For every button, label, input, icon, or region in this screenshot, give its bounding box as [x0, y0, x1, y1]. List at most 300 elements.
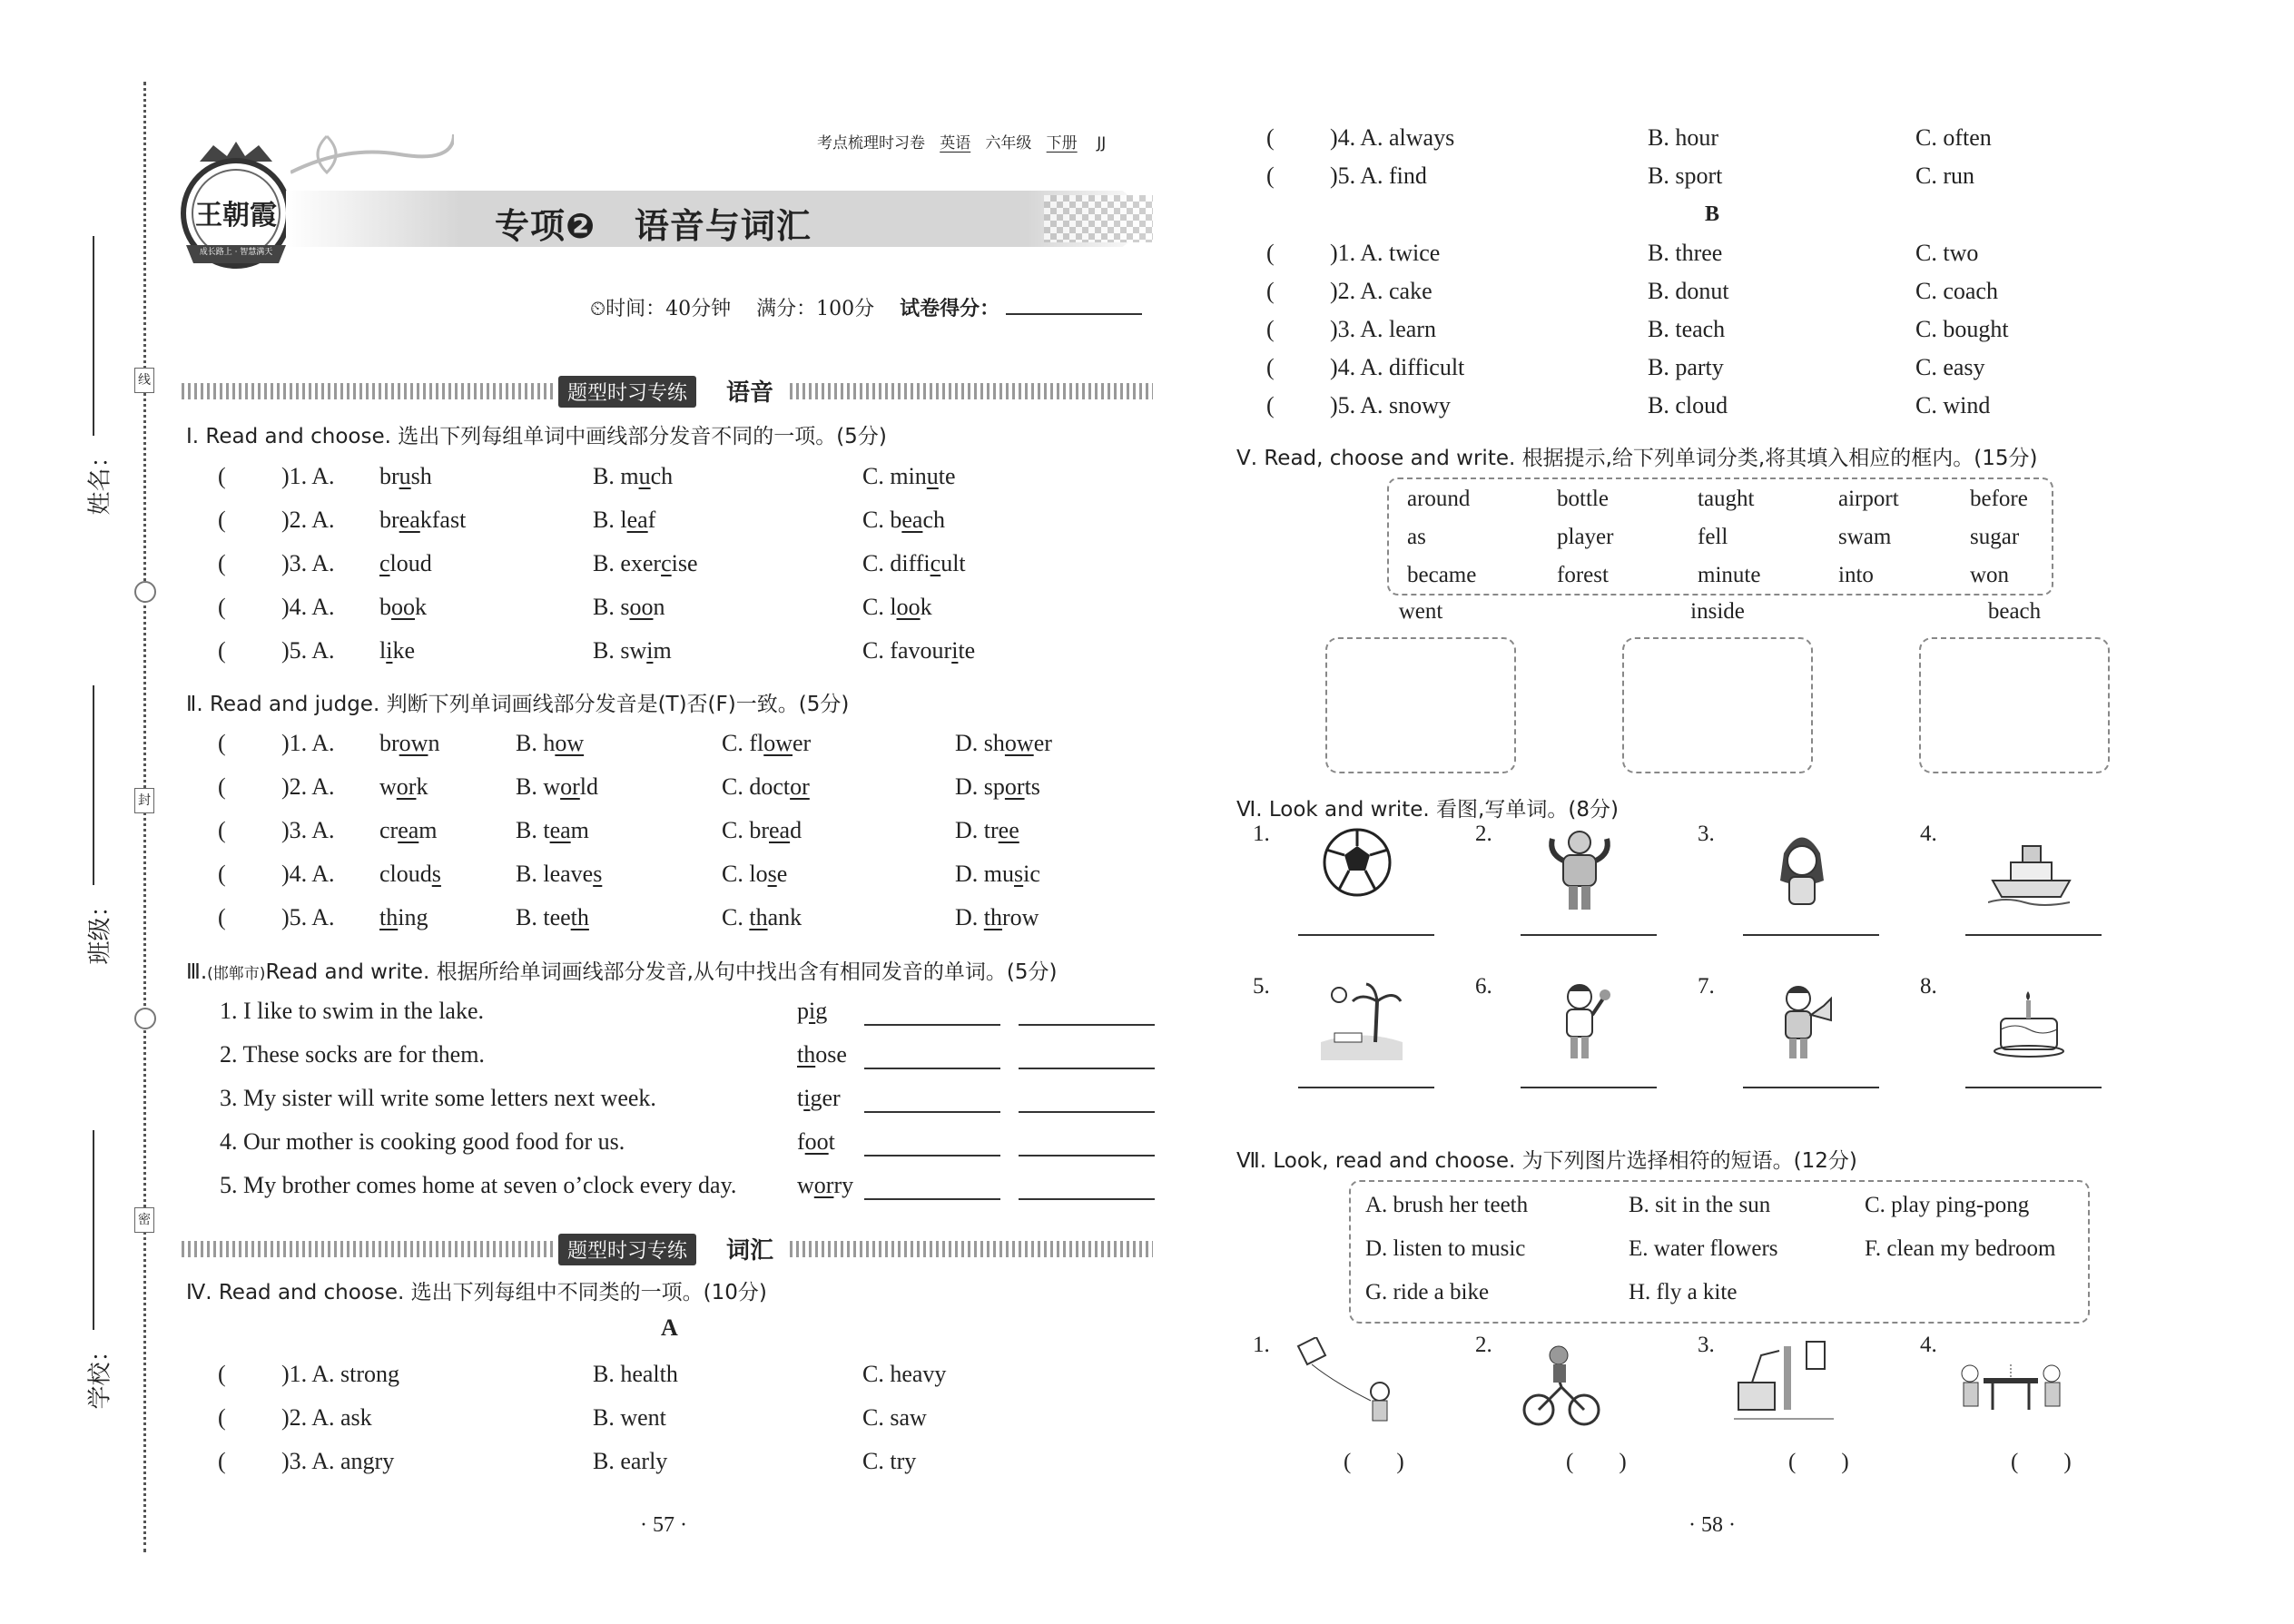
- q2-option-c: [722, 809, 802, 852]
- q7-answer-blank[interactable]: ( ): [1566, 1450, 1627, 1474]
- q6-answer-line[interactable]: [1965, 932, 2102, 936]
- q2-option-d: [955, 896, 1039, 940]
- q2-row: [218, 896, 1162, 940]
- q2-option-b-part: h: [543, 730, 556, 756]
- answer-line-1[interactable]: [864, 1131, 1000, 1156]
- q4-option-a: )1. A. twice: [1330, 240, 1441, 266]
- page-number-left: · 57 ·: [640, 1513, 687, 1537]
- term-label: 下册: [1046, 134, 1078, 153]
- score-input[interactable]: [1006, 295, 1142, 315]
- q4-option-c: C. coach: [1915, 278, 1998, 304]
- q1-option-a-part: l: [379, 637, 387, 664]
- phrase-option: F. clean my bedroom: [1865, 1236, 2056, 1261]
- option-letter: C.: [722, 773, 750, 800]
- q1-option-b-part: m: [620, 463, 639, 489]
- answer-line-1[interactable]: [864, 1000, 1000, 1026]
- q2-option-d: [955, 722, 1052, 765]
- q7-answer-blank[interactable]: ( ): [1788, 1450, 1849, 1474]
- q2-option-d-part: th: [983, 904, 1003, 930]
- q1-option-b-part: i: [646, 637, 654, 664]
- q3-row: [218, 1033, 1162, 1077]
- answer-blank[interactable]: (: [1266, 124, 1275, 151]
- q3-sentence: 2. These socks are for them.: [220, 1041, 485, 1068]
- q1-option-a-part: kfast: [419, 507, 467, 533]
- q1-option-a-part: br: [379, 463, 399, 489]
- answer-blank[interactable]: (: [218, 594, 226, 620]
- q4-title: Ⅳ. Read and choose. 选出下列每组中不同类的一项。(10分): [186, 1281, 767, 1304]
- phrase-bank: [1349, 1180, 2090, 1324]
- phrase-option: D. listen to music: [1365, 1236, 1526, 1261]
- school-field[interactable]: [80, 1130, 114, 1410]
- answer-blank[interactable]: (: [1266, 354, 1275, 380]
- q3-keyword-part: ose: [815, 1041, 847, 1068]
- q2-option-b-part: ea: [549, 817, 571, 843]
- q4-row: [1266, 387, 2174, 425]
- q1-row: [218, 455, 1162, 498]
- word-bank-item: player: [1557, 525, 1614, 549]
- q2-option-c-part: br: [749, 817, 770, 843]
- word-bank-item: became: [1407, 563, 1477, 587]
- q6-picture-7: [1766, 979, 1852, 1069]
- q2-option-b-part: leave: [543, 861, 594, 887]
- q3-title-text: Read and write. 根据所给单词画线部分发音,从句中找出含有相同发音的单词。(5分): [265, 960, 1058, 984]
- q2-option-a: [379, 852, 441, 896]
- q3-keyword-part: t: [828, 1128, 835, 1155]
- option-letter: B.: [593, 463, 621, 489]
- option-letter: C.: [722, 817, 750, 843]
- logo: [177, 136, 295, 272]
- q4-option-b: B. three: [1648, 240, 1723, 266]
- option-letter: B.: [516, 817, 544, 843]
- q2-option-a-part: w: [379, 773, 397, 800]
- q1-row: [218, 498, 1162, 542]
- q2-option-b-part: th: [570, 904, 589, 930]
- q6-picture-1: [1321, 826, 1407, 917]
- q6-item-number: 5.: [1253, 974, 1270, 999]
- option-letter: D.: [955, 817, 984, 843]
- answer-blank[interactable]: (: [218, 1448, 226, 1474]
- option-letter: C.: [862, 507, 891, 533]
- answer-blank[interactable]: (: [218, 637, 226, 664]
- q1-option-c: [862, 629, 975, 673]
- q6-answer-line[interactable]: [1965, 1085, 2102, 1088]
- q2-option-a-part: m: [418, 817, 438, 843]
- q2-option-c-part: e: [776, 861, 788, 887]
- q4-option-b: B. sport: [1648, 162, 1723, 189]
- binding-dot-2: [134, 1008, 156, 1029]
- q1-option-c-part: te: [938, 463, 956, 489]
- q2-option-b: [516, 852, 602, 896]
- q4-option-c: C. heavy: [862, 1361, 947, 1387]
- grade-label: 六年级: [985, 134, 1032, 153]
- q2-option-a-part: s: [431, 861, 441, 887]
- q3-row: [218, 1120, 1162, 1164]
- q1-option-c-part: ult: [940, 550, 966, 576]
- q4-row: [1266, 349, 2174, 387]
- q7-grid: [1253, 1333, 2124, 1487]
- q1-option-b-part: f: [647, 507, 656, 533]
- option-letter: C.: [722, 861, 750, 887]
- option-letter: C.: [722, 904, 750, 930]
- q1-option-b-part: m: [653, 637, 672, 664]
- q2-option-b-part: or: [560, 773, 580, 800]
- answer-blank[interactable]: (: [218, 507, 226, 533]
- q4-row: [218, 1396, 1162, 1440]
- q3-keyword: [797, 1077, 841, 1120]
- q1-option-a-part: b: [379, 594, 391, 620]
- q2-option-b: [516, 896, 589, 940]
- category-box-inside[interactable]: [1622, 637, 1813, 773]
- section-bar-1-left: [182, 383, 554, 399]
- q2-option-c: [722, 765, 810, 809]
- q1-option-b: [593, 586, 665, 629]
- class-label: 班级：: [86, 893, 114, 965]
- series-name: 考点梳理时习卷: [817, 134, 925, 153]
- q4-option-b: B. party: [1648, 354, 1724, 380]
- q2-option-c-part: s: [767, 861, 777, 887]
- q1-option-a-part: ke: [392, 637, 416, 664]
- option-letter: D.: [955, 904, 984, 930]
- exam-info: [590, 293, 1142, 321]
- q1-row: [218, 586, 1162, 629]
- q4-option-c: C. run: [1915, 162, 1974, 189]
- answer-line-2[interactable]: [1019, 1044, 1155, 1069]
- title-prefix: 专项: [495, 206, 566, 246]
- q6-answer-line[interactable]: [1743, 1085, 1879, 1088]
- option-letter: C.: [722, 730, 750, 756]
- q4-option-b: B. health: [593, 1361, 678, 1387]
- q1-option-b-part: ise: [671, 550, 698, 576]
- category-label-beach: beach: [1987, 599, 2042, 624]
- answer-blank[interactable]: (: [218, 730, 226, 756]
- word-bank-item: minute: [1698, 563, 1761, 587]
- q1-option-a: [379, 455, 432, 498]
- q2-option-d-part: ts: [1024, 773, 1040, 800]
- q1-option-c-part: k: [920, 594, 932, 620]
- q1-option-a-part: oo: [391, 594, 415, 620]
- q2-option-c-part: th: [749, 904, 768, 930]
- q3-row: [218, 1164, 1162, 1207]
- q2-option-a: [379, 896, 428, 940]
- q1-option-b-part: u: [638, 463, 651, 489]
- q1-option-a-part: c: [379, 550, 390, 576]
- answer-line-2[interactable]: [1019, 1000, 1155, 1026]
- q4-option-a: )5. A. snowy: [1330, 392, 1451, 418]
- q2-option-c-part: ank: [767, 904, 802, 930]
- q1-option-a-part: ea: [399, 507, 420, 533]
- answer-line-1[interactable]: [864, 1088, 1000, 1113]
- q3-keyword-part: t: [797, 1085, 804, 1111]
- q1-option-c-part: b: [890, 507, 902, 533]
- q3-keyword-part: ry: [833, 1172, 854, 1198]
- q6-item-number: 6.: [1475, 974, 1492, 999]
- q2-option-b-part: m: [570, 817, 589, 843]
- word-bank-item: swam: [1838, 525, 1892, 549]
- q3-keyword-part: g: [815, 998, 828, 1024]
- word-bank: [1387, 477, 2053, 595]
- section-tag-2: 题型时习专练: [558, 1234, 696, 1265]
- answer-blank[interactable]: (: [218, 1404, 226, 1431]
- q1-option-a-part: u: [399, 463, 411, 489]
- section-bar-1-right: [790, 383, 1153, 399]
- q2-option-a-part: n: [428, 730, 440, 756]
- section-title-2: 词汇: [726, 1237, 774, 1265]
- q1-option-c: [862, 455, 956, 498]
- name-label: 姓名：: [86, 444, 114, 516]
- q3-keyword-part: oo: [804, 1128, 829, 1155]
- q3-keyword-part: ger: [810, 1085, 841, 1111]
- word-bank-item: taught: [1698, 487, 1755, 511]
- option-letter: B.: [516, 861, 544, 887]
- q3-title: [186, 955, 1057, 985]
- q4-option-a: )2. A. cake: [1330, 278, 1433, 304]
- class-field[interactable]: [80, 685, 114, 965]
- q2-row: [218, 809, 1162, 852]
- q1-option-a-part: i: [386, 637, 393, 664]
- q3-sentence: 5. My brother comes home at seven o’clock every day.: [220, 1172, 737, 1198]
- answer-blank[interactable]: (: [218, 773, 226, 800]
- subject-label: 英语: [940, 134, 971, 153]
- q6-answer-line[interactable]: [1298, 932, 1434, 936]
- option-letter: B.: [593, 637, 621, 664]
- answer-blank[interactable]: (: [218, 1361, 226, 1387]
- q1-option-c-part: u: [926, 463, 939, 489]
- q2-item-number: )3. A.: [281, 817, 335, 843]
- option-letter: B.: [516, 904, 544, 930]
- option-letter: B.: [593, 507, 621, 533]
- word-bank-item: won: [1970, 563, 2010, 587]
- q2-row: [218, 765, 1162, 809]
- q4-option-b: B. early: [593, 1448, 668, 1474]
- title-number: ❷: [566, 206, 596, 246]
- q2-option-c-part: fl: [749, 730, 764, 756]
- q2-option-b-part: s: [593, 861, 603, 887]
- q4-option-a: )4. A. difficult: [1330, 354, 1465, 380]
- logo-subtext: 成长路上 · 智慧满天: [199, 248, 273, 257]
- q3-keyword: [797, 989, 827, 1033]
- category-box-beach[interactable]: [1919, 637, 2110, 773]
- q6-answer-line[interactable]: [1743, 932, 1879, 936]
- q2-option-b-part: tee: [543, 904, 571, 930]
- q1-option-b-part: ea: [626, 507, 648, 533]
- name-field[interactable]: [80, 236, 114, 516]
- section-title-1: 语音: [726, 379, 774, 407]
- q2-option-d: [955, 765, 1040, 809]
- answer-line-2[interactable]: [1019, 1131, 1155, 1156]
- q7-picture-2: [1511, 1337, 1620, 1428]
- answer-line-1[interactable]: [864, 1044, 1000, 1069]
- option-letter: B.: [516, 730, 544, 756]
- option-letter: B.: [593, 594, 621, 620]
- q4-row: [1266, 157, 2174, 195]
- q4-part-a: A: [661, 1314, 678, 1341]
- q2-title: Ⅱ. Read and judge. 判断下列单词画线部分发音是(T)否(F)一致。(5分): [186, 693, 850, 716]
- answer-line-1[interactable]: [864, 1175, 1000, 1200]
- q6-item-number: 2.: [1475, 822, 1492, 846]
- edition-label: JJ: [1097, 134, 1107, 153]
- option-letter: C.: [862, 550, 891, 576]
- q6-picture-8: [1988, 979, 2074, 1069]
- q2-option-a-part: cloud: [379, 861, 432, 887]
- q2-option-d-part: sp: [983, 773, 1005, 800]
- q4-option-c: C. two: [1915, 240, 1979, 266]
- q1-item-number: )3. A.: [281, 550, 335, 576]
- q3-sentence: 1. I like to swim in the lake.: [220, 998, 485, 1024]
- q2-option-a-part: ing: [398, 904, 428, 930]
- answer-blank[interactable]: (: [1266, 392, 1275, 418]
- q4-row: [1266, 119, 2174, 157]
- phrase-option: B. sit in the sun: [1629, 1193, 1771, 1217]
- q4-option-c: C. often: [1915, 124, 1992, 151]
- option-letter: D.: [955, 730, 984, 756]
- q2-option-c-part: doct: [749, 773, 791, 800]
- q3-row: [218, 989, 1162, 1033]
- option-letter: B.: [593, 550, 621, 576]
- q2-option-c-part: or: [790, 773, 810, 800]
- q7-title: Ⅶ. Look, read and choose. 为下列图片选择相符的短语。(12分): [1236, 1149, 1857, 1173]
- q4-row: [1266, 310, 2174, 349]
- q2-option-d-part: s: [1014, 861, 1024, 887]
- answer-blank[interactable]: (: [218, 817, 226, 843]
- q2-option-c: [722, 722, 811, 765]
- q2-option-a-part: cr: [379, 817, 399, 843]
- q2-option-b-part: ow: [555, 730, 585, 756]
- q4-option-b: B. teach: [1648, 316, 1726, 342]
- binding-mark-1: 线: [134, 368, 154, 393]
- phrase-option: H. fly a kite: [1629, 1280, 1738, 1304]
- category-box-went[interactable]: [1325, 637, 1516, 773]
- ribbon-decoration: [290, 127, 454, 182]
- q2-item-number: )4. A.: [281, 861, 335, 887]
- q1-option-a-part: loud: [389, 550, 432, 576]
- q1-item-number: )1. A.: [281, 463, 335, 489]
- q1-option-b-part: exer: [620, 550, 662, 576]
- q2-option-b-part: t: [543, 817, 550, 843]
- q1-option-c: [862, 498, 945, 542]
- section-tag-1: 题型时习专练: [558, 376, 696, 408]
- answer-blank[interactable]: (: [1266, 316, 1275, 342]
- answer-blank[interactable]: (: [218, 904, 226, 930]
- header-meta: [817, 130, 1106, 153]
- q1-option-c-part: oo: [896, 594, 921, 620]
- answer-blank[interactable]: (: [1266, 278, 1275, 304]
- q4-option-a: )3. A. angry: [281, 1448, 395, 1474]
- q1-option-b: [593, 542, 698, 586]
- phrase-option: E. water flowers: [1629, 1236, 1778, 1261]
- q2-row: [218, 722, 1162, 765]
- binding-line: [143, 82, 146, 1552]
- answer-blank[interactable]: (: [218, 550, 226, 576]
- q2-option-b-part: w: [543, 773, 561, 800]
- q3-sentence: 3. My sister will write some letters next week.: [220, 1085, 656, 1111]
- word-bank-item: fell: [1698, 525, 1728, 549]
- q6-answer-line[interactable]: [1521, 1085, 1657, 1088]
- q2-option-c-part: ow: [763, 730, 793, 756]
- q3-row: [218, 1077, 1162, 1120]
- section-bar-2-right: [790, 1241, 1153, 1257]
- phrase-option: A. brush her teeth: [1365, 1193, 1529, 1217]
- q6-picture-4: [1988, 826, 2074, 917]
- answer-blank[interactable]: (: [218, 463, 226, 489]
- q1-option-a: [379, 586, 427, 629]
- category-label-went: went: [1398, 599, 1443, 624]
- q6-picture-5: [1321, 979, 1407, 1069]
- q2-option-a-part: or: [396, 773, 417, 800]
- q4-option-b: B. went: [593, 1404, 666, 1431]
- q2-option-c-part: d: [790, 817, 802, 843]
- q2-option-a: [379, 722, 439, 765]
- q1-option-b: [593, 498, 655, 542]
- page-title: [495, 198, 812, 248]
- q2-option-b: [516, 809, 589, 852]
- q3-keyword: [797, 1164, 853, 1207]
- q1-row: [218, 542, 1162, 586]
- q6-grid: [1253, 822, 2124, 1139]
- q1-option-c-part: min: [890, 463, 927, 489]
- q3-keyword-part: w: [797, 1172, 814, 1198]
- option-letter: D.: [955, 773, 984, 800]
- score-label: 试卷得分：: [900, 298, 1000, 320]
- q1-option-c: [862, 586, 932, 629]
- phrase-option: C. play ping-pong: [1865, 1193, 2030, 1217]
- q2-option-d: [955, 852, 1040, 896]
- q7-picture-4: [1956, 1337, 2065, 1428]
- q4-option-c: C. try: [862, 1448, 917, 1474]
- answer-line-2[interactable]: [1019, 1088, 1155, 1113]
- answer-blank[interactable]: (: [1266, 162, 1275, 189]
- q7-answer-blank[interactable]: ( ): [1344, 1450, 1404, 1474]
- q6-answer-line[interactable]: [1298, 1085, 1434, 1088]
- q2-item-number: )5. A.: [281, 904, 335, 930]
- word-bank-item: bottle: [1557, 487, 1609, 511]
- q4-option-b: B. hour: [1648, 124, 1718, 151]
- q2-option-d-part: row: [1002, 904, 1039, 930]
- logo-text: 王朝霞: [195, 200, 277, 231]
- answer-blank[interactable]: (: [218, 861, 226, 887]
- q2-option-c-part: lo: [749, 861, 768, 887]
- q1-item-number: )4. A.: [281, 594, 335, 620]
- category-area: [1325, 599, 2115, 781]
- q1-item-number: )2. A.: [281, 507, 335, 533]
- answer-blank[interactable]: (: [1266, 240, 1275, 266]
- q1-option-a-part: br: [379, 507, 399, 533]
- q2-item-number: )2. A.: [281, 773, 335, 800]
- q5-title: Ⅴ. Read, choose and write. 根据提示,给下列单词分类,将其填入相应的框内。(15分): [1236, 447, 2038, 470]
- q6-title: Ⅵ. Look and write. 看图,写单词。(8分): [1236, 798, 1619, 822]
- q1-option-b-part: c: [661, 550, 672, 576]
- q1-option-c-part: favour: [890, 637, 952, 664]
- q4-option-a: )2. A. ask: [281, 1404, 372, 1431]
- q6-item-number: 4.: [1920, 822, 1937, 846]
- q6-answer-line[interactable]: [1521, 932, 1657, 936]
- q1-option-b-part: l: [620, 507, 627, 533]
- q1-option-b-part: n: [653, 594, 665, 620]
- q3-prefix: Ⅲ.: [186, 960, 208, 984]
- q7-picture-3: [1734, 1337, 1843, 1428]
- q6-item-number: 1.: [1253, 822, 1270, 846]
- binding-mark-3: 密: [134, 1207, 154, 1233]
- q6-item-number: 8.: [1920, 974, 1937, 999]
- option-letter: C.: [862, 463, 891, 489]
- answer-line-2[interactable]: [1019, 1175, 1155, 1200]
- q1-option-c-part: i: [951, 637, 959, 664]
- q2-option-a-part: ea: [398, 817, 419, 843]
- q6-picture-3: [1766, 826, 1852, 917]
- q7-answer-blank[interactable]: ( ): [2011, 1450, 2072, 1474]
- option-letter: C.: [862, 637, 891, 664]
- q7-picture-1: [1289, 1337, 1398, 1428]
- q1-option-a: [379, 498, 466, 542]
